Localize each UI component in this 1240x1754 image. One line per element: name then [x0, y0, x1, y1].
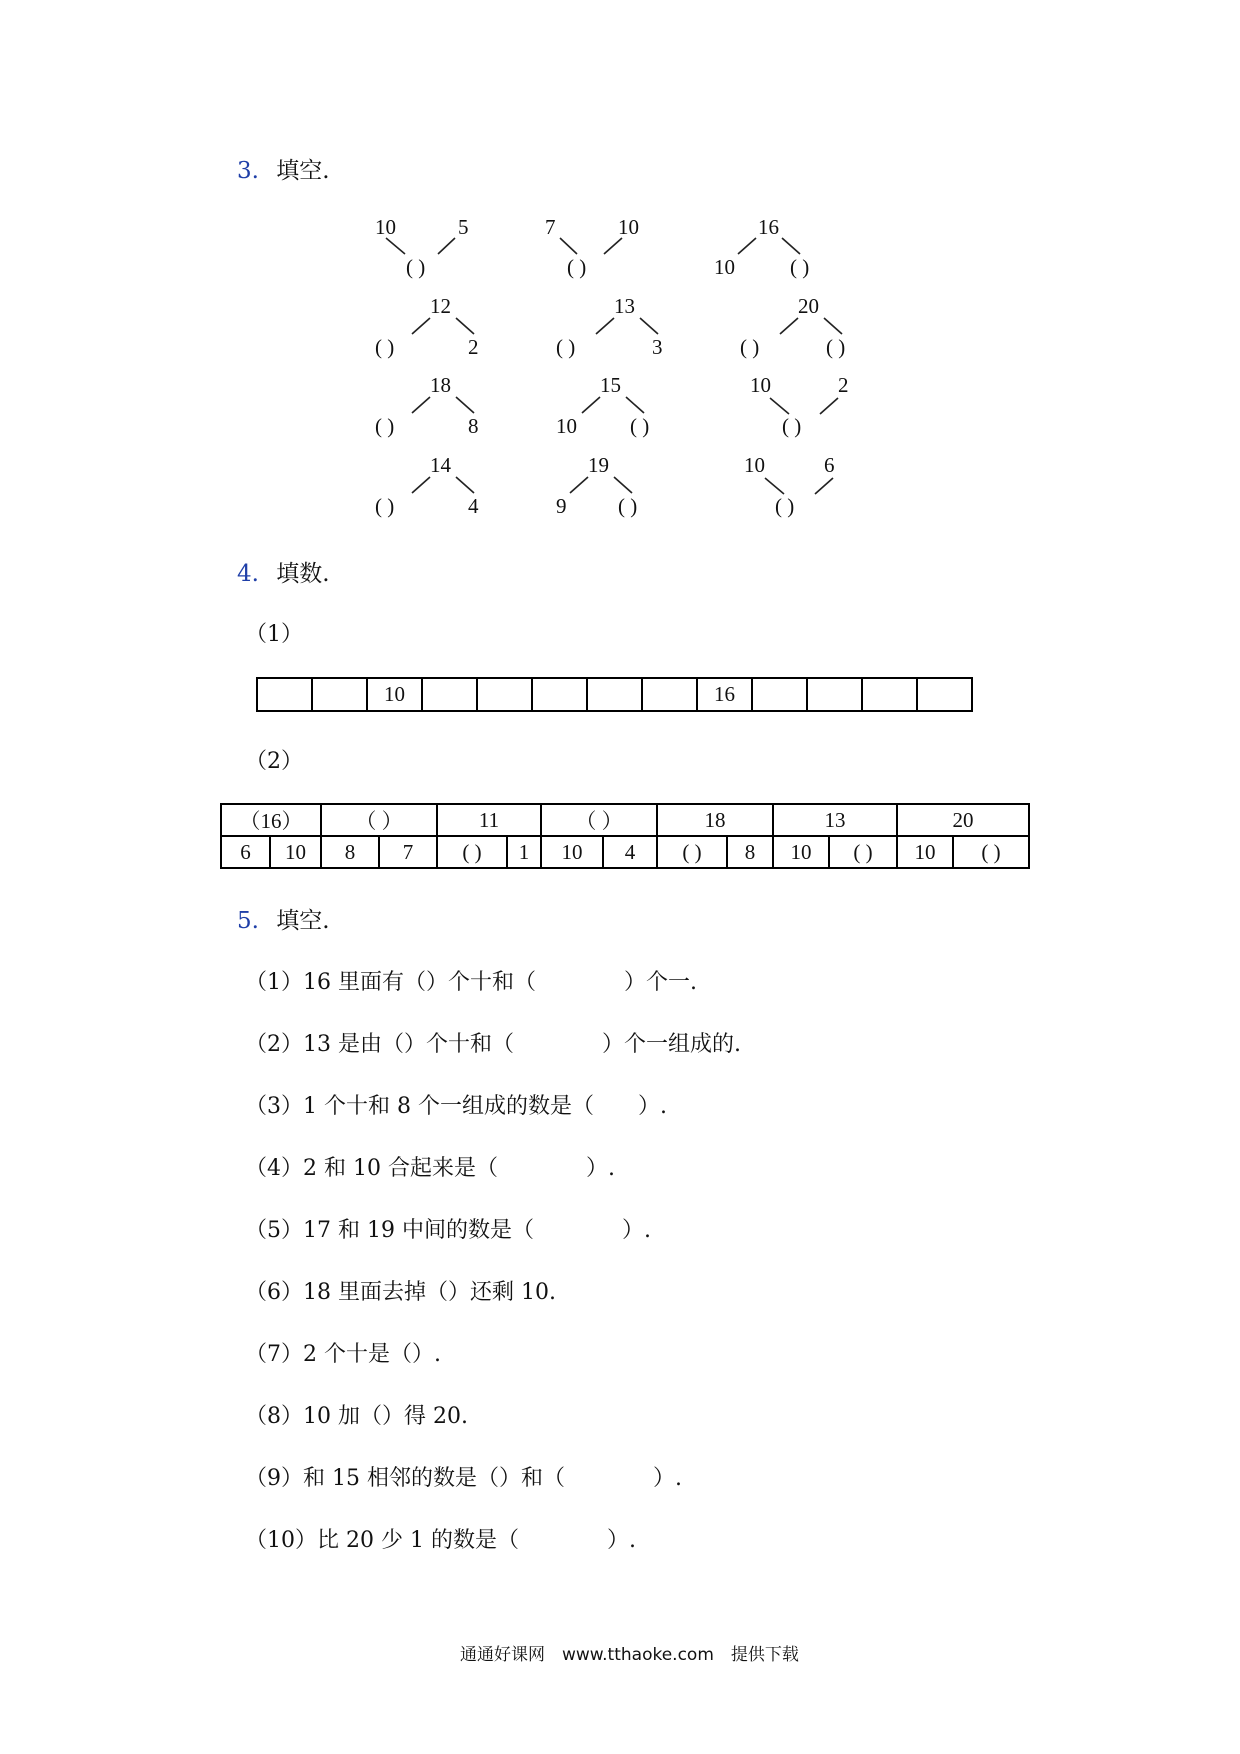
q5-item: （8）10 加（）得 20. — [245, 1404, 468, 1429]
q5-item: （9）和 15 相邻的数是（）和（ ）. — [245, 1466, 682, 1491]
decomposition-row-bottom — [221, 836, 1029, 868]
q4-number-strip — [256, 677, 973, 712]
q5-item: （6）18 里面去掉（）还剩 10. — [245, 1280, 556, 1305]
tree-11-left: 9 — [556, 494, 567, 518]
strip-cell[interactable] — [532, 678, 587, 711]
tree-8-top: 15 — [600, 373, 621, 397]
tree-2-top-right: 10 — [618, 215, 639, 239]
q3-title: 填空. — [276, 158, 330, 184]
strip-cell[interactable] — [477, 678, 532, 711]
decomp-bottom-cell: 8 — [321, 836, 379, 868]
q5-item: （3）1 个十和 8 个一组成的数是（ ）. — [245, 1094, 667, 1119]
strip-cell[interactable] — [862, 678, 917, 711]
decomp-top-cell: 18 — [657, 804, 773, 836]
decomp-bottom-cell: 10 — [270, 836, 321, 868]
tree-7-top: 18 — [430, 373, 451, 397]
tree-2-top-left: 7 — [545, 215, 556, 239]
page-footer: 通通好课网 www.tthaoke.com 提供下载 — [460, 1645, 799, 1665]
q4-part2-label: （2） — [245, 749, 303, 774]
decomp-bottom-cell: 10 — [541, 836, 603, 868]
tree-12-top-right: 6 — [824, 453, 835, 477]
tree-1-top-right: 5 — [458, 215, 469, 239]
decomp-bottom-cell[interactable]: ( ) — [437, 836, 507, 868]
q5-item: （7）2 个十是（）. — [245, 1342, 441, 1367]
strip-cell[interactable] — [752, 678, 807, 711]
q5-item: （5）17 和 19 中间的数是（ ）. — [245, 1218, 651, 1243]
tree-4-left: ( ) — [375, 335, 395, 359]
decomp-top-cell: 13 — [773, 804, 897, 836]
q4-decomposition-table — [220, 803, 1030, 869]
q5-item: （1）16 里面有（）个十和（ ）个一. — [245, 970, 697, 995]
decomp-bottom-cell: 4 — [603, 836, 657, 868]
decomp-top-cell: （16） — [221, 804, 321, 836]
decomp-bottom-cell[interactable]: ( ) — [953, 836, 1029, 868]
tree-12-bottom: ( ) — [775, 494, 795, 518]
decomp-bottom-cell: 10 — [897, 836, 953, 868]
strip-cell: 10 — [367, 678, 422, 711]
tree-12-top-left: 10 — [744, 453, 765, 477]
tree-5-right: 3 — [652, 335, 663, 359]
q5-item: （4）2 和 10 合起来是（ ）. — [245, 1156, 615, 1181]
number-strip-row — [257, 678, 972, 711]
tree-6-left: ( ) — [740, 335, 760, 359]
tree-8-left: 10 — [556, 414, 577, 438]
tree-4-top: 12 — [430, 294, 451, 318]
strip-cell[interactable] — [257, 678, 312, 711]
tree-1-top-left: 10 — [375, 215, 396, 239]
decomp-bottom-cell: 1 — [507, 836, 541, 868]
tree-6-right: ( ) — [826, 335, 846, 359]
tree-10-left: ( ) — [375, 494, 395, 518]
strip-cell[interactable] — [422, 678, 477, 711]
tree-3-left: 10 — [714, 255, 735, 279]
decomp-bottom-cell[interactable]: ( ) — [829, 836, 897, 868]
tree-9-top-right: 2 — [838, 373, 849, 397]
strip-cell[interactable] — [642, 678, 697, 711]
tree-6-top: 20 — [798, 294, 819, 318]
strip-cell[interactable] — [587, 678, 642, 711]
decomp-bottom-cell: 6 — [221, 836, 270, 868]
strip-cell: 16 — [697, 678, 752, 711]
q5-title: 填空. — [276, 908, 330, 934]
tree-1-bottom: ( ) — [406, 255, 426, 279]
decomp-bottom-cell: 8 — [727, 836, 773, 868]
tree-3-top: 16 — [758, 215, 779, 239]
decomp-bottom-cell[interactable]: ( ) — [657, 836, 727, 868]
tree-9-bottom: ( ) — [782, 414, 802, 438]
decomp-top-cell[interactable]: （ ） — [541, 804, 657, 836]
q5-number: 5. — [237, 908, 259, 934]
q5-heading — [237, 902, 330, 935]
decomposition-row-top — [221, 804, 1029, 836]
q5-item: （10）比 20 少 1 的数是（ ）. — [245, 1528, 636, 1553]
q4-title: 填数. — [276, 561, 330, 587]
strip-cell[interactable] — [312, 678, 367, 711]
tree-5-top: 13 — [614, 294, 635, 318]
tree-8-right: ( ) — [630, 414, 650, 438]
decomp-bottom-cell: 7 — [379, 836, 437, 868]
q4-part1-label: （1） — [245, 622, 303, 647]
strip-cell[interactable] — [807, 678, 862, 711]
strip-cell[interactable] — [917, 678, 972, 711]
tree-11-right: ( ) — [618, 494, 638, 518]
decomp-top-cell[interactable]: （ ） — [321, 804, 437, 836]
q5-item: （2）13 是由（）个十和（ ）个一组成的. — [245, 1032, 741, 1057]
decomp-top-cell: 20 — [897, 804, 1029, 836]
tree-11-top: 19 — [588, 453, 609, 477]
tree-7-left: ( ) — [375, 414, 395, 438]
tree-3-right: ( ) — [790, 255, 810, 279]
tree-9-top-left: 10 — [750, 373, 771, 397]
tree-7-right: 8 — [468, 414, 479, 438]
tree-2-bottom: ( ) — [567, 255, 587, 279]
tree-5-left: ( ) — [556, 335, 576, 359]
q3-number: 3. — [237, 158, 259, 184]
tree-4-right: 2 — [468, 335, 479, 359]
q4-heading — [237, 555, 330, 588]
tree-10-top: 14 — [430, 453, 451, 477]
tree-10-right: 4 — [468, 494, 479, 518]
q4-number: 4. — [237, 561, 259, 587]
decomp-bottom-cell: 10 — [773, 836, 829, 868]
decomp-top-cell: 11 — [437, 804, 541, 836]
